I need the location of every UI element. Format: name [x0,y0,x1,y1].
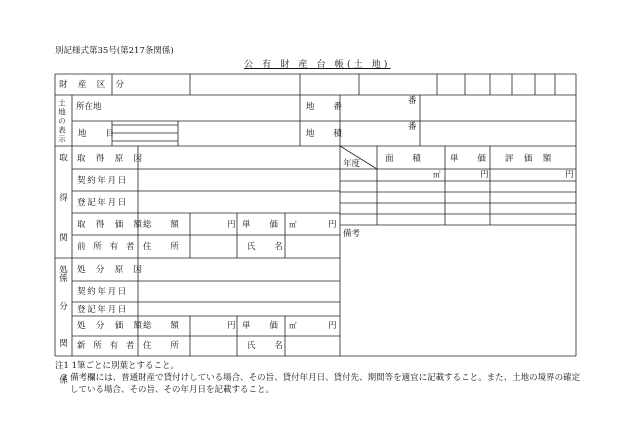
label-acquisition-group: 取 得 関 係 [57,153,68,297]
note-1: 注1 1筆ごとに別葉とすること。 [55,361,180,371]
page-title: 公 有 財 産 台 帳(土 地) [244,60,391,70]
label-disp-total: 総 額 [143,321,187,331]
label-acq-unit-price: 単 価 [242,220,286,230]
label-disp-name: 氏 名 [247,341,291,351]
label-prev-owner: 前 所 有 者 [77,242,137,252]
label-location: 所在地 [76,102,102,112]
label-disposal-group: 処 分 関 係 [57,265,68,397]
unit-disp-sqm: ㎡ [289,321,297,330]
label-disp-contract-date: 契約年月日 [77,287,129,297]
label-val-area: 面 積 [385,154,429,164]
unit-ban-2: 番 [408,122,417,132]
form-reference: 別記様式第35号(第217条関係) [55,46,174,56]
label-disp-address: 住 所 [143,341,187,351]
label-land-type: 地 目 [78,129,122,139]
unit-disp-yen-1: 円 [227,321,236,331]
unit-acq-yen-1: 円 [227,220,236,230]
label-remarks: 備考 [343,229,361,239]
unit-acq-yen-2: 円 [328,220,337,230]
label-year: 年度 [343,159,361,169]
label-area: 地 積 [306,129,350,139]
label-val-unit-price: 単 価 [450,154,494,164]
unit-val-yen-2: 円 [565,170,574,180]
note-2-line-1: 2 備考欄には、普通財産で貸付けしている場合、その旨、貸付年月日、貸付先、期間等を適宜に記載すること。また、土地の境界の確定 [62,373,581,383]
label-category: 財 産 区 分 [59,80,128,90]
note-2-line-2: している場合、その旨、その年月日を記載すること。 [70,385,275,395]
label-disp-unit-price: 単 価 [242,321,286,331]
unit-val-sqm: ㎡ [433,170,441,179]
unit-disp-yen-2: 円 [328,321,337,331]
label-val-value: 評 価 額 [505,154,556,164]
label-lot-number: 地 番 [306,102,350,112]
unit-val-yen-1: 円 [480,170,489,180]
label-acq-registry-date: 登記年月日 [77,198,129,208]
unit-acq-sqm: ㎡ [289,220,297,229]
label-acq-price: 取 得 価 額 [77,220,146,230]
unit-ban-1: 番 [408,96,417,106]
label-acq-contract-date: 契約年月日 [77,176,129,186]
label-acq-address: 住 所 [143,242,187,252]
label-new-owner: 新 所 有 者 [77,341,137,351]
label-acq-total: 総 額 [143,220,187,230]
label-disp-registry-date: 登記年月日 [77,305,129,315]
label-land-group: 土地の表示 [57,99,67,144]
label-disp-price: 処 分 価 額 [77,321,146,331]
label-acq-name: 氏 名 [247,242,291,252]
label-acq-reason: 取 得 原 因 [77,154,146,164]
label-disp-reason: 処 分 原 因 [77,265,146,275]
